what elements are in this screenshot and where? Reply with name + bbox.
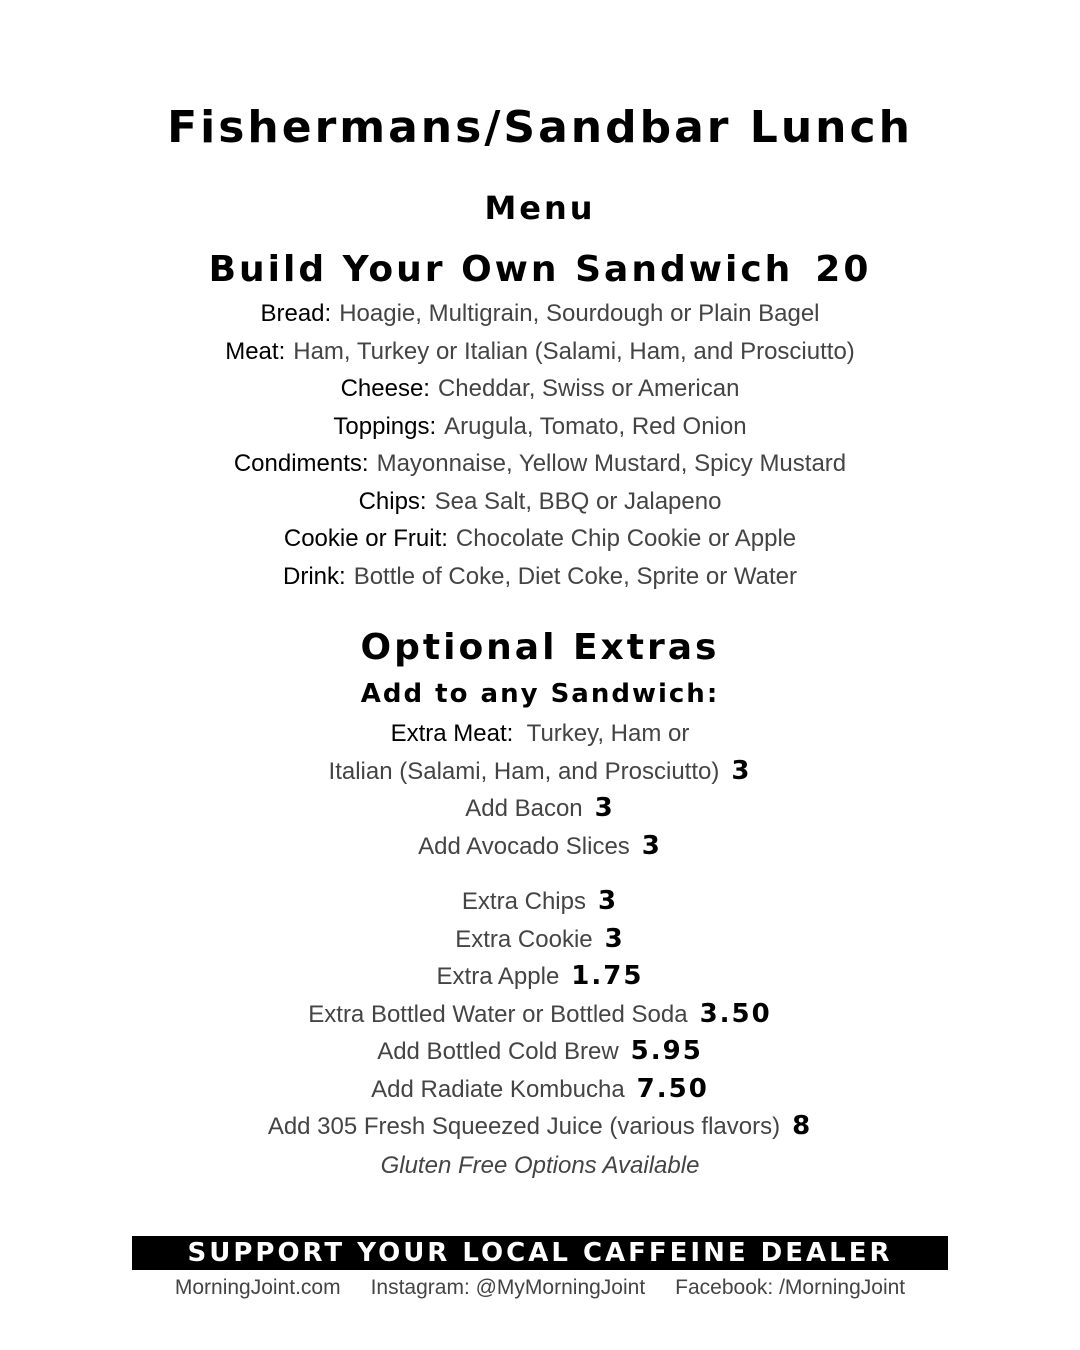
option-label: Chips:: [358, 487, 427, 515]
option-values: Mayonnaise, Yellow Mustard, Spicy Mustard: [376, 450, 847, 477]
option-values: Ham, Turkey or Italian (Salami, Ham, and Prosciutto): [293, 337, 855, 365]
sandwich-option-meat: [0, 333, 1080, 371]
sandwich-option-condiments: [0, 445, 1080, 483]
build-sandwich-title: Build Your Own Sandwich: [208, 249, 794, 290]
side-extra-juice: [0, 1108, 1080, 1146]
sandwich-option-bread: [0, 295, 1080, 333]
gluten-free-note: Gluten Free Options Available: [380, 1152, 700, 1179]
side-extra-price: 3.50: [699, 998, 772, 1029]
sandwich-extras-list: [0, 715, 1080, 865]
side-extra-name: Extra Bottled Water or Bottled Soda: [308, 1000, 688, 1028]
footer-facebook: Facebook: /MorningJoint: [675, 1276, 906, 1299]
addon-item-bacon: [0, 790, 1080, 828]
sandwich-option-toppings: [0, 408, 1080, 446]
extra-meat-line1: [0, 715, 1080, 753]
support-banner: SUPPORT YOUR LOCAL CAFFEINE DEALER: [132, 1236, 948, 1270]
option-values: Chocolate Chip Cookie or Apple: [455, 525, 797, 552]
side-extra-name: Add Radiate Kombucha: [371, 1075, 625, 1103]
side-extra-kombucha: [0, 1071, 1080, 1109]
build-sandwich-heading: [0, 248, 1080, 292]
side-extra-price: 3: [604, 923, 625, 954]
option-label: Condiments:: [233, 450, 369, 477]
side-extra-price: 5.95: [630, 1036, 703, 1066]
sandwich-option-drink: [0, 558, 1080, 596]
extra-meat-label: Extra Meat:: [390, 720, 514, 747]
optional-extras-subheading: Add to any Sandwich:: [360, 679, 720, 709]
side-extra-name: Add Bottled Cold Brew: [377, 1038, 619, 1065]
side-extra-cold-brew: [0, 1033, 1080, 1071]
extra-meat-price: 3: [731, 755, 752, 786]
side-extra-apple: [0, 958, 1080, 996]
footer-website: MorningJoint.com: [174, 1276, 341, 1299]
side-extra-price: 7.50: [636, 1073, 709, 1104]
addon-price: 3: [641, 830, 662, 861]
addon-name: Add Bacon: [465, 795, 583, 822]
build-sandwich-price: 20: [815, 249, 872, 290]
side-extra-cookie: [0, 921, 1080, 959]
side-extra-name: Extra Chips: [461, 888, 586, 915]
footer-instagram: Instagram: @MyMorningJoint: [370, 1276, 646, 1299]
extra-meat-options-cont: Italian (Salami, Ham, and Prosciutto): [328, 757, 720, 785]
option-values: Hoagie, Multigrain, Sourdough or Plain Bagel: [339, 300, 820, 327]
footer: [132, 1274, 948, 1302]
side-extra-price: 3: [597, 886, 619, 916]
optional-extras-heading: Optional Extras: [360, 627, 720, 668]
side-extra-name: Add 305 Fresh Squeezed Juice (various flavors): [267, 1113, 781, 1140]
menu-label: Menu: [484, 189, 596, 227]
option-label: Cheese:: [340, 375, 430, 402]
option-label: Drink:: [283, 562, 346, 590]
extra-meat-options: Turkey, Ham or: [526, 720, 690, 747]
option-values: Arugula, Tomato, Red Onion: [444, 412, 747, 440]
side-extra-chips: [0, 883, 1080, 921]
option-label: Bread:: [260, 300, 332, 327]
addon-item-avocado: [0, 828, 1080, 866]
side-extras-list: [0, 883, 1080, 1146]
option-label: Toppings:: [333, 412, 437, 440]
addon-price: 3: [594, 793, 615, 823]
option-values: Sea Salt, BBQ or Jalapeno: [434, 487, 722, 515]
side-extra-price: 1.75: [571, 961, 644, 991]
sandwich-option-cookie-fruit: [0, 520, 1080, 558]
side-extra-name: Extra Cookie: [455, 925, 593, 953]
sandwich-options-list: [0, 295, 1080, 595]
option-values: Cheddar, Swiss or American: [437, 375, 740, 402]
sandwich-option-chips: [0, 483, 1080, 521]
extra-meat-line2: [0, 753, 1080, 791]
sandwich-option-cheese: [0, 370, 1080, 408]
option-label: Cookie or Fruit:: [283, 525, 448, 552]
option-label: Meat:: [225, 337, 286, 365]
side-extra-water-soda: [0, 996, 1080, 1034]
addon-name: Add Avocado Slices: [418, 832, 630, 860]
page-title: Fishermans/Sandbar Lunch: [167, 102, 913, 153]
side-extra-name: Extra Apple: [436, 963, 560, 990]
side-extra-price: 8: [792, 1111, 813, 1141]
option-values: Bottle of Coke, Diet Coke, Sprite or Water: [353, 562, 797, 590]
